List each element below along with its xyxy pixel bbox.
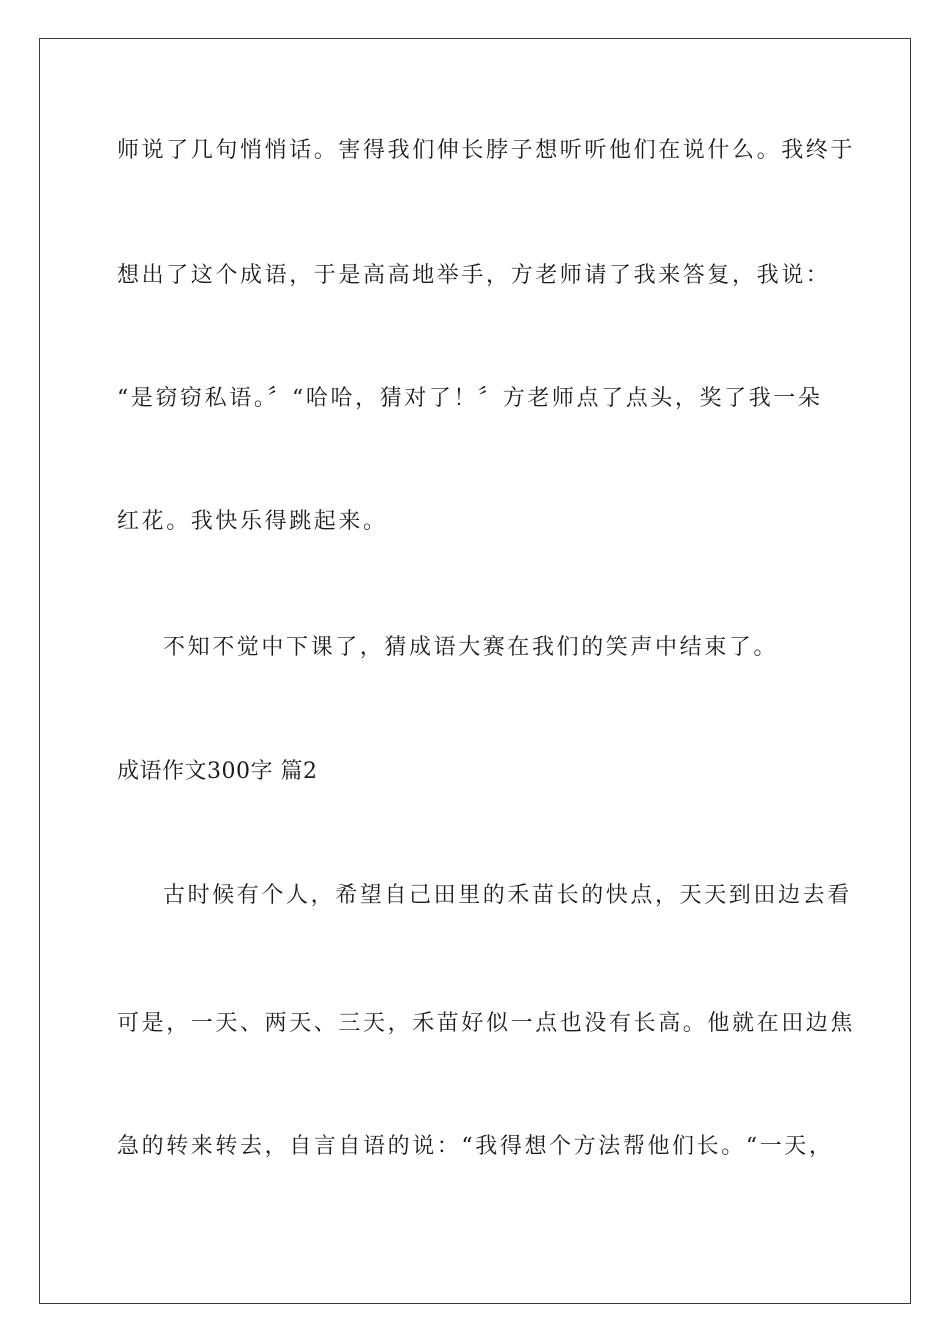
paragraph-line: 想出了这个成语，于是高高地举手，方老师请了我来答复，我说： <box>117 263 831 288</box>
paragraph-line: 可是，一天、两天、三天，禾苗好似一点也没有长高。他就在田边焦 <box>117 1011 856 1036</box>
paragraph-line: 红花。我快乐得跳起来。 <box>117 509 388 534</box>
paragraph-line: 古时候有个人，希望自己田里的禾苗长的快点，天天到田边去看 <box>163 883 852 908</box>
paragraph-line: “是窃窃私语。〞“哈哈，猜对了！〞方老师点了点头，奖了我一朵 <box>117 386 823 411</box>
section-heading: 成语作文300字 篇2 <box>117 759 318 784</box>
paragraph-line: 师说了几句悄悄话。害得我们伸长脖子想听听他们在说什么。我终于 <box>117 138 856 163</box>
paragraph-line: 急的转来转去，自言自语的说：“我得想个方法帮他们长。“一天， <box>117 1134 834 1159</box>
page-border <box>39 38 911 1304</box>
paragraph-line: 不知不觉中下课了，猜成语大赛在我们的笑声中结束了。 <box>163 635 779 660</box>
